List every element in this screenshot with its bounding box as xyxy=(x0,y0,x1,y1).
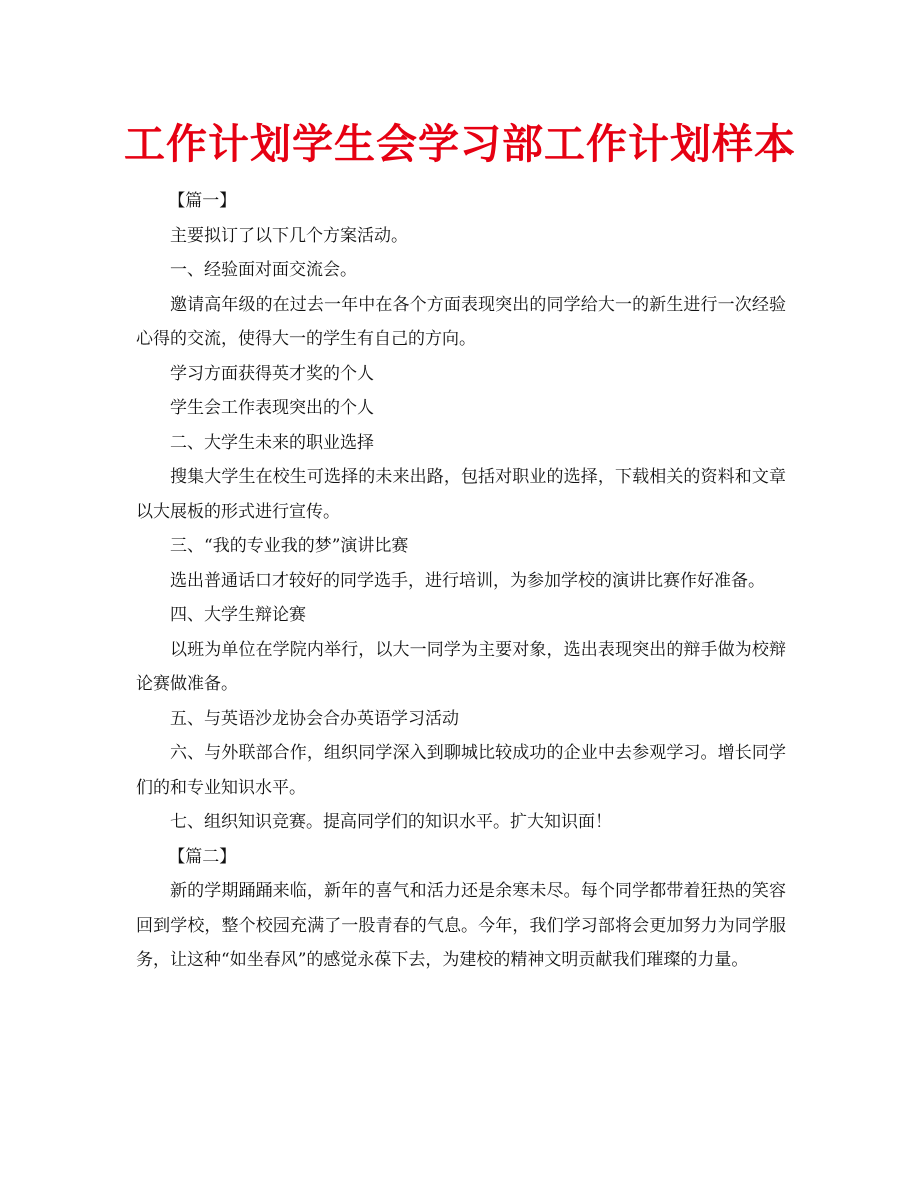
paragraph: 以班为单位在学院内举行，以大一同学为主要对象，选出表现突出的辩手做为校辩论赛做准备。 xyxy=(136,639,786,694)
paragraph: 新的学期踊踊来临，新年的喜气和活力还是余寒未尽。每个同学都带着狂热的笑容回到学校，整个校园充满了一股青春的气息。今年，我们学习部将会更加努力为同学服务，让这种“如坐春风”的感觉永葆下去，为建校的精神文明贡献我们璀璨的力量。 xyxy=(136,881,786,970)
paragraph: 邀请高年级的在过去一年中在各个方面表现突出的同学给大一的新生进行一次经验心得的交流，使得大一的学生有自己的方向。 xyxy=(136,294,786,349)
document-body xyxy=(136,184,786,978)
paragraph: 三、“我的专业我的梦”演讲比赛 xyxy=(170,536,409,556)
paragraph: 一、经验面对面交流会。 xyxy=(170,260,357,280)
document-title: 工作计划学生会学习部工作计划样本 xyxy=(124,120,796,168)
paragraph: 选出普通话口才较好的同学选手，进行培训，为参加学校的演讲比赛作好准备。 xyxy=(170,570,765,591)
paragraph: 二、大学生未来的职业选择 xyxy=(170,432,374,453)
paragraph: 学生会工作表现突出的个人 xyxy=(170,398,374,418)
paragraph: 学习方面获得英才奖的个人 xyxy=(170,363,374,384)
paragraph: 五、与英语沙龙协会合办英语学习活动 xyxy=(170,708,459,729)
paragraph: 六、与外联部合作，组织同学深入到聊城比较成功的企业中去参观学习。增长同学们的和专业知识水平。 xyxy=(136,743,786,798)
paragraph: 主要拟订了以下几个方案活动。 xyxy=(170,225,408,246)
section-heading-2: 【篇二】 xyxy=(168,846,237,867)
paragraph: 四、大学生辩论赛 xyxy=(170,605,306,625)
paragraph: 七、组织知识竞赛。提高同学们的知识水平。扩大知识面！ xyxy=(170,812,612,832)
section-heading-1: 【篇一】 xyxy=(168,191,237,211)
paragraph: 搜集大学生在校生可选择的未来出路，包括对职业的选择，下载相关的资料和文章以大展板的形式进行宣传。 xyxy=(136,467,786,522)
